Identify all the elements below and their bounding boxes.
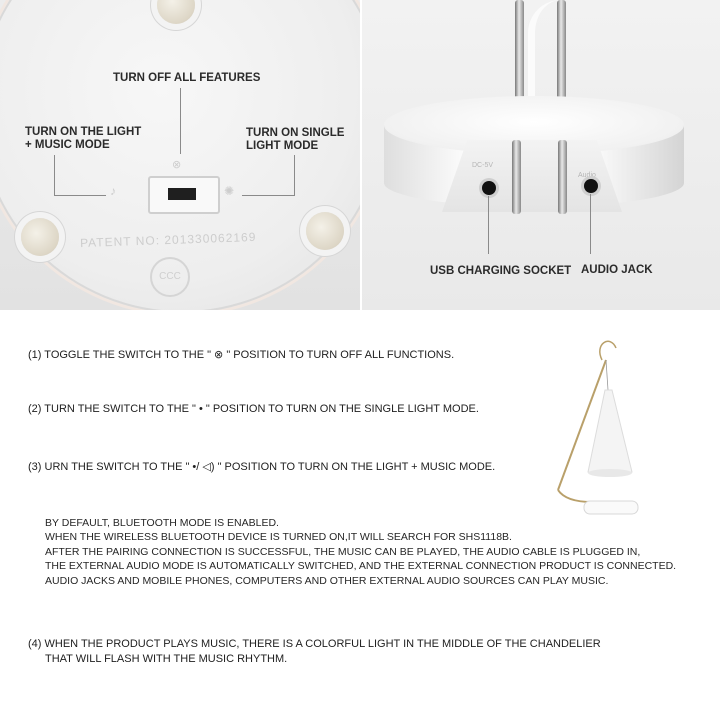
note-line-5: AUDIO JACKS AND MOBILE PHONES, COMPUTERS AND OTHER EXTERNAL AUDIO SOURCES CAN PLAY MUSIC. (45, 575, 609, 587)
lamp-hook (600, 341, 616, 360)
lamp-base (584, 501, 638, 514)
audio-emboss: Audio (578, 172, 596, 179)
note-line-2: WHEN THE WIRELESS BLUETOOTH DEVICE IS TURNED ON,IT WILL SEARCH FOR SHS1118B. (45, 531, 512, 543)
callout-light-music-1: TURN ON THE LIGHT (25, 126, 142, 138)
step-4: (4) WHEN THE PRODUCT PLAYS MUSIC, THERE IS A COLORFUL LIGHT IN THE MIDDLE OF THE CHANDELIER (28, 638, 601, 650)
step-3: (3) URN THE SWITCH TO THE " •/ ◁) " POSITION TO TURN ON THE LIGHT + MUSIC MODE. (28, 461, 496, 473)
callout-line-off (180, 88, 181, 154)
off-symbol-icon: ⊗ (172, 159, 183, 171)
step-1: (1) TOGGLE THE SWITCH TO THE " ⊗ " POSITION TO TURN OFF ALL FUNCTIONS. (28, 349, 455, 361)
callout-line-single-v (294, 155, 295, 195)
rubber-foot-right (306, 212, 344, 250)
note-line-4: THE EXTERNAL AUDIO MODE IS AUTOMATICALLY SWITCHED, AND THE EXTERNAL CONNECTION PRODUCT IS CONNECTED. (45, 560, 677, 572)
lamp-shade (588, 390, 632, 476)
lamp-shade-rim (588, 469, 632, 477)
audio-jack (584, 179, 598, 193)
patent-emboss: PATENT NO: 201330062169 (79, 229, 257, 251)
audio-callout-line (590, 194, 591, 254)
usb-label: USB CHARGING SOCKET (430, 265, 572, 277)
callout-line-light-music-v (54, 155, 55, 195)
callout-turn-off-all: TURN OFF ALL FEATURES (113, 72, 261, 84)
dc-emboss: DC-5V (472, 162, 494, 169)
brass-pole-right-lower (558, 140, 567, 214)
callout-single-light-1: TURN ON SINGLE (246, 127, 345, 139)
step-2: (2) TURN THE SWITCH TO THE " • " POSITION TO TURN ON THE SINGLE LIGHT MODE. (28, 403, 479, 415)
ccc-mark: CCC (150, 257, 190, 297)
callout-light-music-2: + MUSIC MODE (25, 139, 110, 151)
lamp-base-side-photo (362, 0, 720, 310)
callout-line-single-h (242, 195, 295, 196)
audio-label: AUDIO JACK (581, 264, 653, 276)
usb-callout-line (488, 196, 489, 254)
step-4-line-2: THAT WILL FLASH WITH THE MUSIC RHYTHM. (45, 653, 288, 665)
lamp-arm-base (558, 490, 592, 502)
rubber-foot-left (21, 218, 59, 256)
light-symbol-icon: ✺ (224, 184, 236, 198)
note-line-3: AFTER THE PAIRING CONNECTION IS SUCCESSFUL, THE MUSIC CAN BE PLAYED, THE AUDIO CABLE IS PLUGGED IN, (45, 546, 641, 558)
note-line-1: BY DEFAULT, BLUETOOTH MODE IS ENABLED. (45, 517, 279, 529)
mode-switch (148, 176, 220, 214)
brass-pole-left-lower (512, 140, 521, 214)
callout-single-light-2: LIGHT MODE (246, 140, 319, 152)
light-music-symbol-icon: ♪ (110, 184, 117, 198)
usb-socket (482, 181, 496, 195)
callout-line-light-music-h (54, 195, 106, 196)
lamp-illustration (548, 330, 648, 530)
switch-knob (168, 188, 196, 200)
lamp-cord (606, 360, 608, 390)
lamp-base-bottom-photo (0, 0, 360, 310)
